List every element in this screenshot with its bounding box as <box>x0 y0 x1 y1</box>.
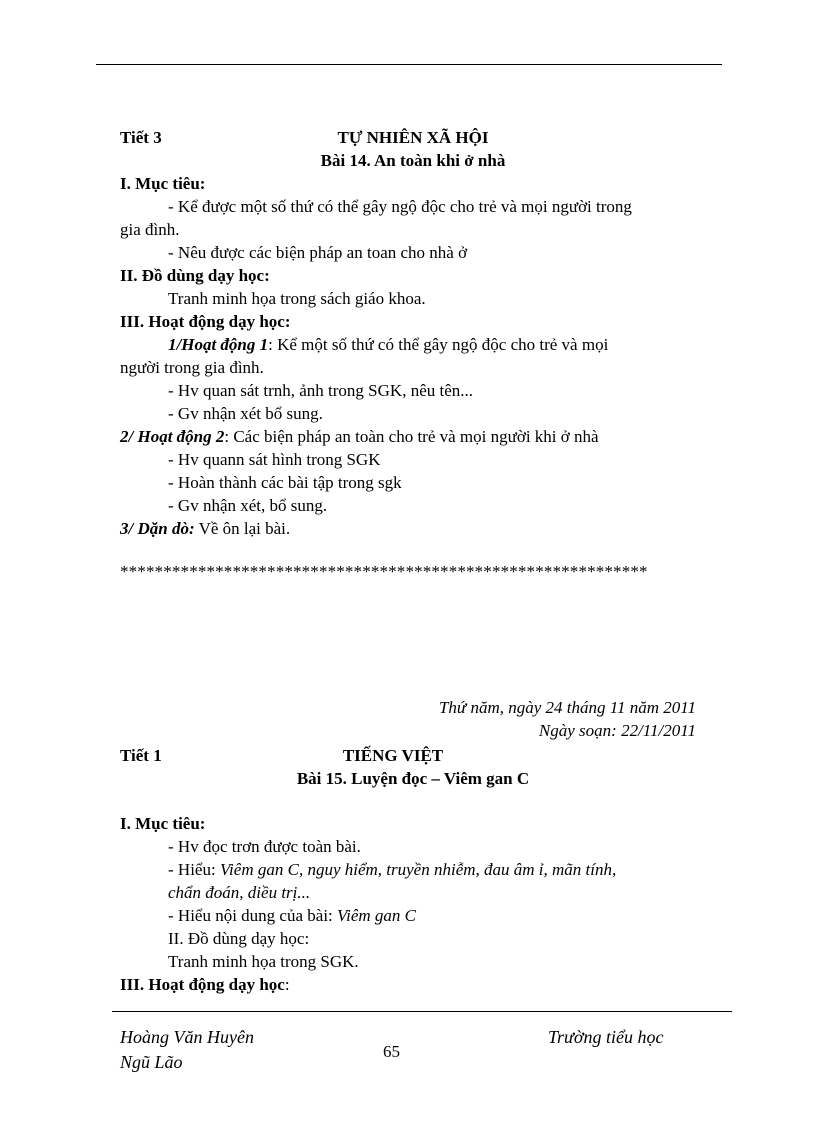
section1-activity1 <box>168 334 608 356</box>
activities-heading-bold: III. Hoạt động dạy học <box>120 975 285 994</box>
section1-objectives-heading: I. Mục tiêu: <box>120 174 206 193</box>
section1-activity2-step1: - Hv quann sát hình trong SGK <box>168 450 381 469</box>
activity1-text-a: : Kể một số thứ có thể gây ngộ độc cho trẻ và mọi <box>268 335 609 354</box>
section2-objective-2-terms-b: chẩn đoán, diều trị... <box>168 883 311 902</box>
section1-period: Tiết 3 <box>120 128 162 147</box>
section1-subject: TỰ NHIÊN XÃ HỘI <box>337 128 489 147</box>
section1-lesson-title: Bài 14. An toàn khi ở nhà <box>320 151 506 170</box>
footer-author-place: Ngũ Lão <box>120 1052 183 1072</box>
section2-date: Thứ năm, ngày 24 tháng 11 năm 2011 <box>438 698 696 717</box>
section2-objective-1: - Hv đọc trơn được toàn bài. <box>168 837 361 856</box>
section1-activity1-step1: - Hv quan sát trnh, ảnh trong SGK, nêu tên... <box>168 381 474 400</box>
section1-activity3 <box>120 518 290 540</box>
header-rule <box>96 64 722 65</box>
section1-activities-heading: III. Hoạt động dạy học: <box>120 312 291 331</box>
activity2-label: 2/ Hoạt động 2 <box>120 427 225 446</box>
footer-author-name: Hoàng Văn Huyên <box>120 1027 254 1047</box>
section1-activity2-step3: - Gv nhận xét, bổ sung. <box>168 496 328 515</box>
section2-activities-heading <box>120 974 290 996</box>
section2-subject: TIẾNG VIỆT <box>342 746 444 765</box>
section1-activity2-step2: - Hoàn thành các bài tập trong sgk <box>168 473 402 492</box>
objective3-prefix: - Hiểu nội dung của bài: <box>168 906 338 925</box>
page-number: 65 <box>383 1042 400 1061</box>
section2-lesson-title: Bài 15. Luyện đọc – Viêm gan C <box>296 769 530 788</box>
section1-materials: Tranh minh họa trong sách giáo khoa. <box>168 289 426 308</box>
activity3-label: 3/ Dặn dò: <box>120 519 195 538</box>
section2-period: Tiết 1 <box>120 746 162 765</box>
activity3-text: Về ôn lại bài. <box>194 519 291 538</box>
objective2-terms-a: Viêm gan C, nguy hiểm, truyền nhiễm, đau âm ỉ, mãn tính, <box>219 860 617 879</box>
footer-rule <box>112 1011 732 1012</box>
footer-school: Trường tiểu học <box>548 1027 664 1047</box>
section2-objective-2 <box>168 859 616 881</box>
section1-activity2 <box>120 426 599 448</box>
objective3-title: Viêm gan C <box>337 906 417 925</box>
activities-heading-colon: : <box>284 975 290 994</box>
section2-objective-3 <box>168 905 416 927</box>
section1-activity1-text-b: người trong gia đình. <box>120 358 264 377</box>
objective2-prefix: - Hiểu: <box>168 860 220 879</box>
section2-prepared-date: Ngày soạn: 22/11/2011 <box>538 721 696 740</box>
activity1-label: 1/Hoạt động 1 <box>168 335 269 354</box>
section1-activity1-step2: - Gv nhận xét bổ sung. <box>168 404 323 423</box>
section2-objectives-heading: I. Mục tiêu: <box>120 814 206 833</box>
section1-objective-1b: gia đình. <box>120 220 180 239</box>
section2-materials-heading: II. Đồ dùng dạy học: <box>168 929 310 948</box>
activity2-text: : Các biện pháp an toàn cho trẻ và mọi người khi ở nhà <box>224 427 599 446</box>
asterisk-separator: ************************************************************* <box>120 562 648 581</box>
section1-objective-1a: - Kể được một số thứ có thể gây ngộ độc cho trẻ và mọi người trong <box>168 197 632 216</box>
section1-objective-2: - Nêu được các biện pháp an toan cho nhà ở <box>168 243 468 262</box>
section2-materials: Tranh minh họa trong SGK. <box>168 952 359 971</box>
section1-materials-heading: II. Đồ dùng dạy học: <box>120 266 270 285</box>
